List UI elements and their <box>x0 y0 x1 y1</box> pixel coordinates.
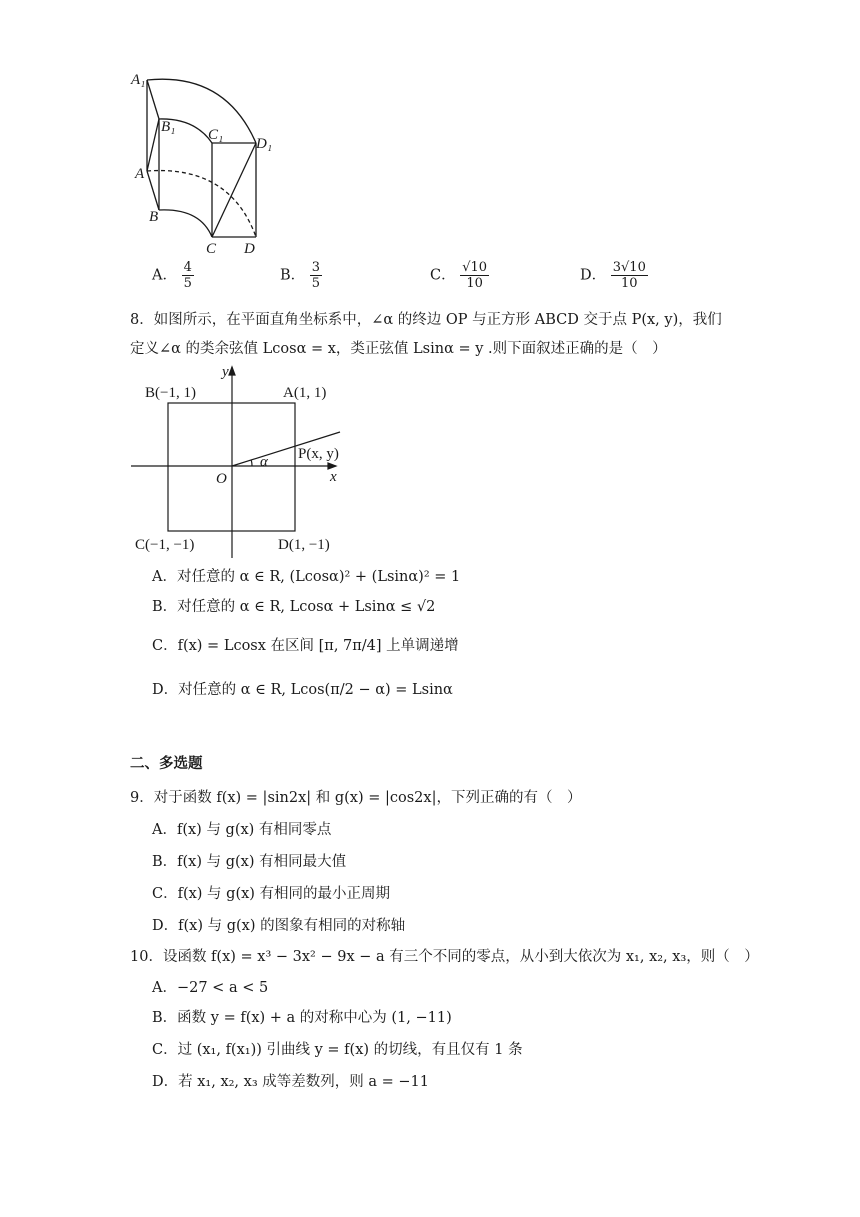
axis-x-label: x <box>330 469 337 485</box>
q8-stem-line2: 定义∠α 的类余弦值 Lcosα = x，类正弦值 Lsinα = y .则下面叙述正确的是（ ） <box>130 341 667 357</box>
label-A1: A₁ <box>131 72 146 88</box>
q10-stem: 10．设函数 f(x) = x³ − 3x² − 9x − a 有三个不同的零点，从小到大依次为 x₁, x₂, x₃，则（ ） <box>130 949 759 965</box>
label-D: D <box>244 241 255 257</box>
q9-option-d: D．f(x) 与 g(x) 的图象有相同的对称轴 <box>152 918 406 934</box>
q8-option-b: B．对任意的 α ∈ R, Lcosα + Lsinα ≤ √2 <box>152 599 436 615</box>
point-B-label: B(−1, 1) <box>145 385 196 401</box>
point-A-label: A(1, 1) <box>283 385 327 401</box>
axis-y-label: y <box>222 364 229 380</box>
q7-option-d: D． $\frac{3√10}{10}$ <box>580 260 646 291</box>
solid-figure <box>125 68 285 258</box>
q9-stem: 9．对于函数 f(x) = |sin2x| 和 g(x) = |cos2x|，下列正确的有（ ） <box>130 790 582 806</box>
q7-option-a: A． $\frac{4}{5}$ <box>152 260 192 291</box>
label-C1: C₁ <box>208 127 224 143</box>
label-A: A <box>135 166 145 182</box>
q9-option-c: C．f(x) 与 g(x) 有相同的最小正周期 <box>152 886 391 902</box>
q10-option-d: D．若 x₁, x₂, x₃ 成等差数列，则 a = −11 <box>152 1074 429 1090</box>
q8-option-d: D．对任意的 α ∈ R, Lcos(π/2 − α) = Lsinα <box>152 682 453 698</box>
origin-label: O <box>216 471 227 487</box>
q7-option-b: B． $\frac{3}{5}$ <box>280 260 321 291</box>
alpha-label: α <box>260 454 268 470</box>
q10-option-a: A．−27 < a < 5 <box>152 980 269 996</box>
q10-option-c: C．过 (x₁, f(x₁)) 引曲线 y = f(x) 的切线，有且仅有 1 条 <box>152 1042 523 1058</box>
section-heading: 二、多选题 <box>130 756 203 772</box>
point-C-label: C(−1, −1) <box>135 537 195 553</box>
label-D1: D₁ <box>256 136 273 152</box>
q8-stem-line1: 8．如图所示，在平面直角坐标系中，∠α 的终边 OP 与正方形 ABCD 交于点 P(x, y)，我们 <box>130 312 722 328</box>
point-D-label: D(1, −1) <box>278 537 330 553</box>
label-B: B <box>149 209 159 225</box>
coordinate-figure <box>125 360 355 560</box>
q7-option-c: C． $\frac{√10}{10}$ <box>430 260 488 291</box>
label-C: C <box>206 241 217 257</box>
label-B1: B₁ <box>161 119 176 135</box>
q9-option-a: A．f(x) 与 g(x) 有相同零点 <box>152 822 332 838</box>
q10-option-b: B．函数 y = f(x) + a 的对称中心为 (1, −11) <box>152 1010 452 1026</box>
q8-option-a: A．对任意的 α ∈ R, (Lcosα)² + (Lsinα)² = 1 <box>152 569 461 585</box>
q8-option-c: C．f(x) = Lcosx 在区间 [π, 7π/4] 上单调递增 <box>152 638 459 654</box>
q9-option-b: B．f(x) 与 g(x) 有相同最大值 <box>152 854 347 870</box>
point-P-label: P(x, y) <box>298 446 339 462</box>
